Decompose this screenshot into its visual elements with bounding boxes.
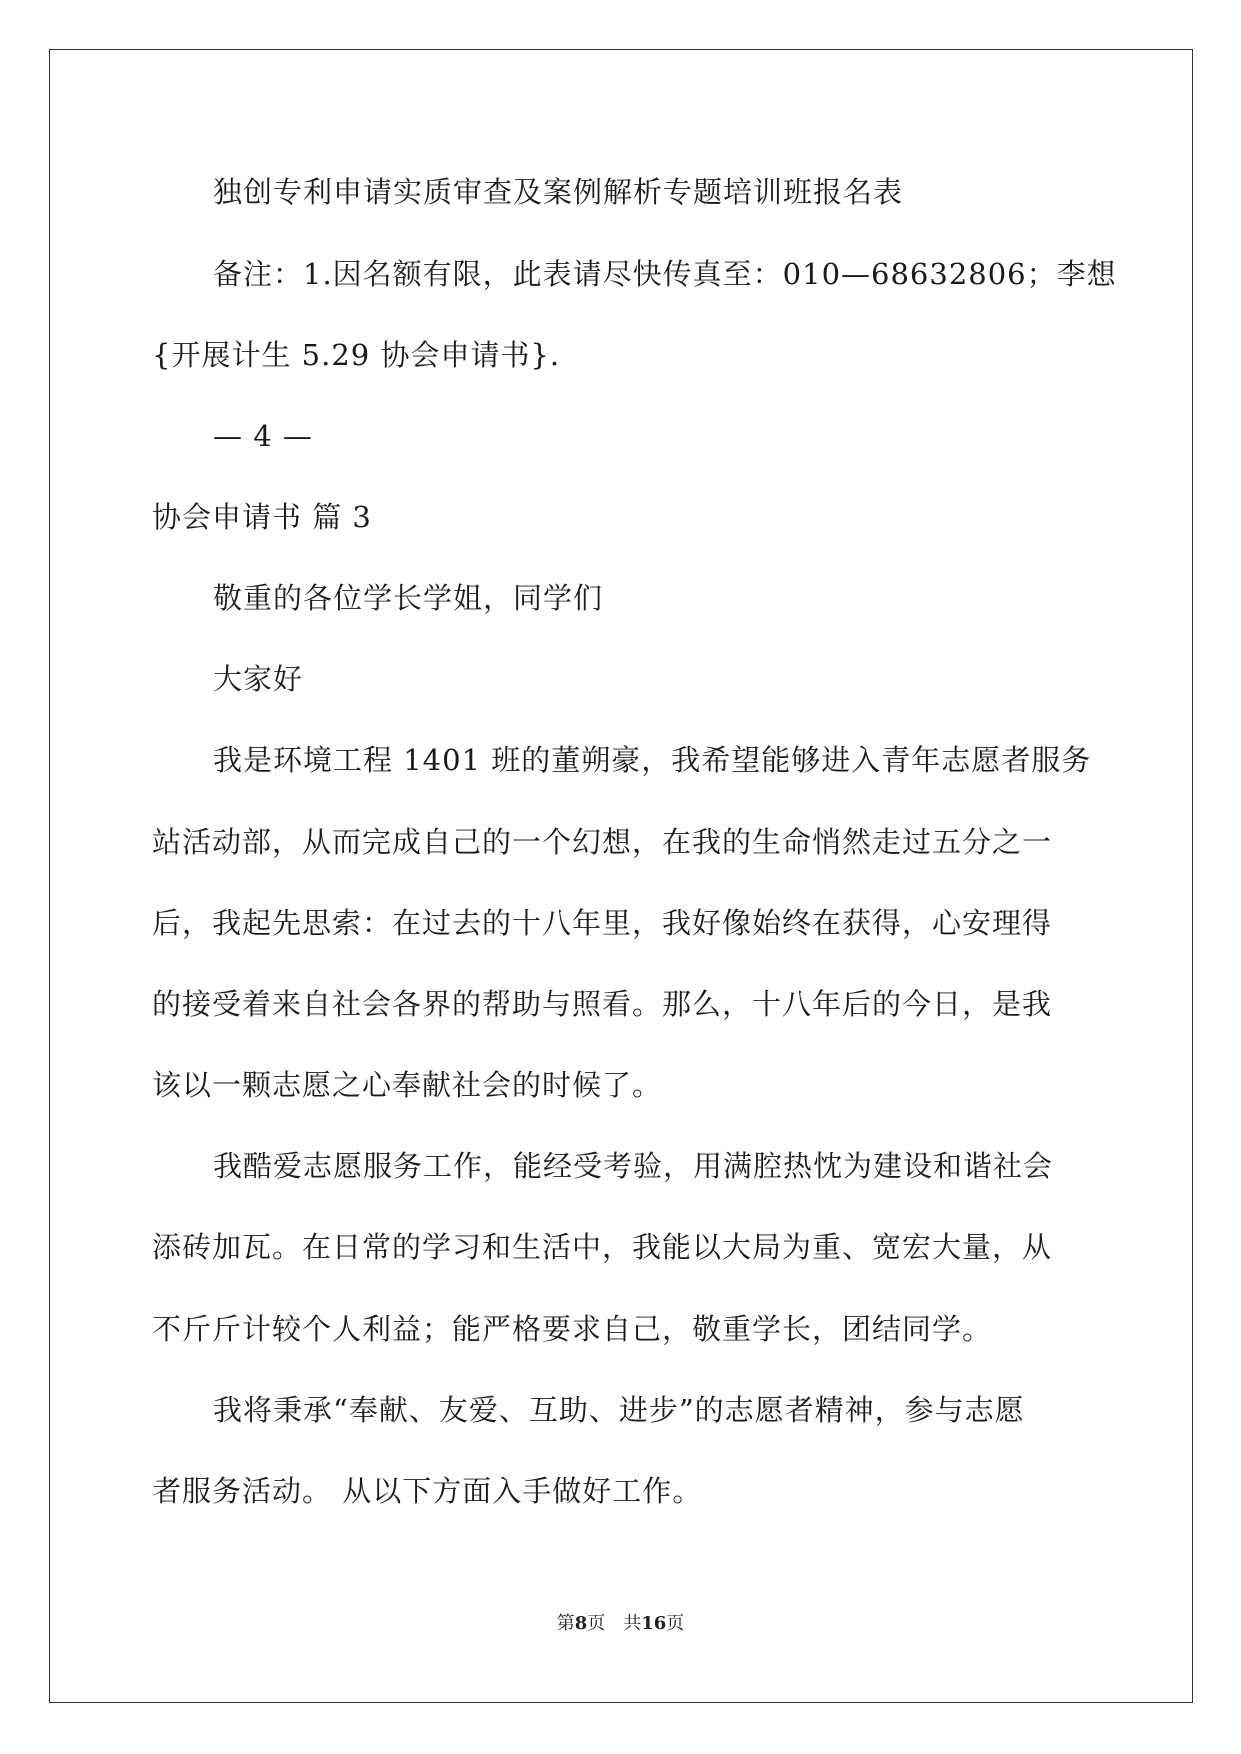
form-title-line: 独创专利申请实质审查及案例解析专题培训班报名表	[213, 175, 904, 209]
paragraph-3-line-2: 者服务活动。 从以下方面入手做好工作。	[152, 1474, 703, 1508]
paragraph-1-line-4: 的接受着来自社会各界的帮助与照看。那么，十八年后的今日，是我	[152, 987, 1053, 1021]
footer-current-page: 8	[574, 1613, 588, 1634]
page-footer	[0, 1612, 1241, 1636]
paragraph-2-line-2: 添砖加瓦。在日常的学习和生活中，我能以大局为重、宽宏大量，从	[152, 1230, 1053, 1264]
greeting: 大家好	[213, 662, 304, 696]
note-line: 备注：1.因名额有限，此表请尽快传真至：010—68632806；李想	[213, 257, 1117, 291]
paragraph-2-line-3: 不斤斤计较个人利益；能严格要求自己，敬重学长，团结同学。	[152, 1312, 993, 1346]
page-border	[49, 49, 1193, 1703]
paragraph-1-line-1: 我是环境工程 1401 班的董朔豪，我希望能够进入青年志愿者服务	[213, 743, 1092, 777]
salutation: 敬重的各位学长学姐，同学们	[213, 581, 604, 615]
footer-suffix: 页	[666, 1613, 685, 1634]
footer-total-pages: 16	[641, 1613, 667, 1634]
footer-prefix: 第	[556, 1613, 575, 1634]
paragraph-1-line-3: 后，我起先思索：在过去的十八年里，我好像始终在获得，心安理得	[152, 906, 1053, 940]
page-number-marker: — 4 —	[213, 419, 313, 453]
paragraph-1-line-5: 该以一颗志愿之心奉献社会的时候了。	[152, 1068, 663, 1102]
paragraph-1-line-2: 站活动部，从而完成自己的一个幻想，在我的生命悄然走过五分之一	[152, 825, 1053, 859]
paragraph-2-line-1: 我酷爱志愿服务工作，能经受考验，用满腔热忱为建设和谐社会	[213, 1149, 1054, 1183]
paragraph-3-line-1: 我将秉承“奉献、友爱、互助、进步”的志愿者精神，参与志愿	[213, 1393, 1025, 1427]
footer-mid: 页 共	[587, 1613, 642, 1634]
note-line-continued: {开展计生 5.29 协会申请书}.	[152, 338, 561, 372]
section-heading: 协会申请书 篇 3	[152, 500, 372, 534]
